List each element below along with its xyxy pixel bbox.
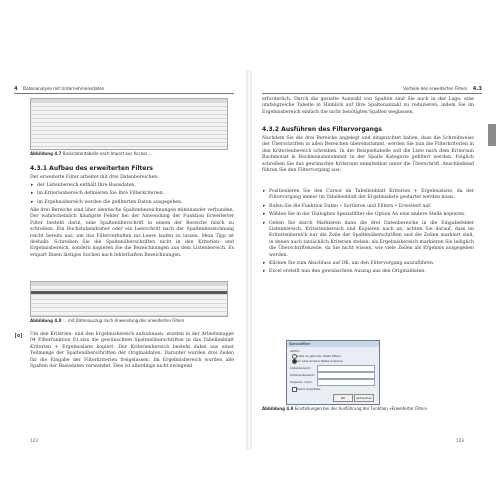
right-header-rule	[262, 93, 482, 94]
list-range-input[interactable]	[317, 365, 375, 372]
figure-spreadsheet-top	[30, 98, 228, 150]
right-bullet-list	[262, 189, 474, 278]
cancel-button[interactable]: Abbrechen	[355, 396, 373, 400]
list-item: ▸ im Kriterienbereich definieren Sie Ihre Filterkriterien,	[31, 191, 165, 197]
radio-copy-elsewhere-label: An eine andere Stelle kopieren	[297, 358, 344, 363]
book-gutter	[246, 70, 252, 450]
dialog-title: Spezialfilter	[287, 341, 379, 347]
right-header-title: Vorteile des erweiterten Filters	[403, 86, 468, 91]
radio-filter-in-place-label: Liste an gleicher Stelle filtern	[297, 353, 341, 358]
copy-to-label: Kopieren nach:	[290, 380, 313, 384]
list-item: ▸ Geben Sie durch Markieren dann die drei Datenbereiche in die Eingabefelder Listenbereich, Kriterienbereich und Kopieren nach an, achten Sie darauf, dass im Kriterienbereich nur die Zeile der Spaltenüberschriften und die Zeilen markiert sind, in denen auch tatsächlich Kriterien stehen; als Ergebnisbereich markieren Sie lediglich die Überschriftenzeile, da Sie nicht wissen, wie viele Zeilen als Ergebnis ausgegeben werden.	[263, 220, 474, 258]
list-item: ▸ Positionieren Sie den Cursor im Tabellenblatt Kriterien + Ergebnisliste, da der Filtervorgang immer im Tabellenblatt der Ergebnisliste gestartet werden muss.	[263, 189, 474, 201]
left-intro: Der erweiterte Filter arbeitet mit drei Datenbereichen:	[30, 175, 159, 180]
section-heading-4-3-2: 4.3.2 Ausführen des Filtervorgangs	[262, 126, 382, 133]
list-range-label: Listenbereich:	[290, 366, 312, 370]
criteria-range-label: Kriterienbereich:	[290, 373, 316, 377]
left-paragraph: Alle drei Bereiche sind über identische Spaltenbezeichnungen miteinander verbunden. Der wahrscheinlich häufigste Fehler bei der Anwendung der Funktion Erweiterter Filter besteht darin, eine Spaltenüberschrift in einem der Bereiche falsch zu schreiben. Ein Buchstabendreher oder ein Leerschritt nach der Spaltenbezeichnung reicht bereits aus, um das Filterverhalten ins Leere laufen zu lassen. Mein Tipp ist deshalb: Schreiben Sie die Spaltenüberschriften nicht in den Kriterien- und Ergebnisbereich, sondern kopieren Sie die Bezeichnungen aus dem Listenbereich. Es erspart Ihnen lästiges Suchen nach fehlerhaften Bezeichnungen.	[30, 208, 234, 258]
left-header-rule	[14, 93, 234, 94]
figure-bottom-caption-text: … mit Datenauszug nach Anwendung des erweiterten Filters	[62, 318, 185, 323]
download-note-icon: [o]	[14, 333, 24, 339]
figure-right-caption-label: Abbildung 4.9	[262, 406, 294, 411]
list-item: ▸ Klicken Sie zum Abschluss auf OK, um den Filtervorgang auszuführen.	[263, 261, 435, 267]
right-header-number: 4.3	[472, 86, 482, 92]
criteria-range-input[interactable]	[317, 372, 375, 379]
right-page	[256, 70, 488, 450]
unique-records-label: Keine Duplikate	[297, 386, 321, 391]
spezialfilter-dialog	[286, 340, 380, 405]
left-note-paragraph: Um den Kriterien- und den Ergebnisbereich aufzubauen, wurden in der Arbeitsmappe 04_Filterfunktion_01.xlsx die gewünschten Spaltenüberschriften in das Tabellenblatt Kriterien + Ergebnisliste kopiert. Der Kriterienbereich besteht dabei aus einer Teilmenge der Spaltenüberschriften der Originaldaten. Darunter wurden drei Zeilen für die Eingabe der Filterkriterien freigelassen. Im Ergebnisbereich wurden alle Spalten der Basisdaten verwendet. Dies ist allerdings nicht zwingend	[30, 332, 234, 370]
right-paragraph: Nachdem Sie die drei Bereiche angelegt und eingerichtet haben, dass die Schreibweise der Überschriften in allen Bereichen übereinstimmt, werden Sie nun die Filterkriterien in den Kriterienbereich schreiben. In der Beispieltabelle soll die Liste nach dem Kriterium Buchmonat & Buchmonatsnummer in der Spalte Kategorie gefiltert werden. Folglich schreiben Sie das gewünschte Kriterium unmittelbar unter die Überschrift. Anschließend führen Sie den Filtervorgang aus:	[262, 136, 474, 174]
figure-bottom-caption	[30, 318, 230, 323]
list-item: ▸ der Listenbereich enthält Ihre Basisdaten,	[31, 183, 136, 188]
left-page	[8, 70, 240, 450]
right-header	[256, 86, 482, 92]
list-item: ▸ Wählen Sie in der Dialogbox Spezialfilter die Option An eine andere Stelle kopieren.	[263, 212, 466, 218]
copy-to-input[interactable]	[317, 379, 375, 386]
list-item: ▸ Rufen Sie die Funktion Daten • Sortieren und Filtern • Erweitert auf.	[263, 203, 432, 209]
ok-button[interactable]: OK	[333, 394, 353, 402]
section-heading-4-3-1: 4.3.1 Aufbau des erweiterten Filters	[30, 165, 153, 172]
left-bullet-list	[30, 183, 234, 208]
figure-right-caption-text: Einstellungen bei der Ausführung der Funktion »Erweiterter Filter«	[294, 406, 428, 411]
left-header	[14, 86, 104, 92]
figure-top-caption-text: Basisdatentabelle nach Import aus Access …	[62, 151, 153, 156]
figure-right-caption	[262, 406, 478, 411]
figure-bottom-caption-label: Abbildung 4.8	[30, 318, 62, 323]
figure-top-caption	[30, 151, 230, 156]
dialog-group-label: Aktion	[290, 349, 300, 353]
right-top-paragraph: erforderlich. Durch die gezielte Auswahl von Spalten sind Sie auch in der Lage, eine umfangreiche Tabelle in Hinblick auf Ihre Spaltenanzahl zu reduzieren, indem Sie im Ergebnisbereich einfach die nicht benötigten Spalten weglassen.	[262, 97, 474, 115]
figure-spreadsheet-bottom	[30, 281, 228, 317]
left-page-number: 122	[30, 438, 38, 443]
right-page-number: 123	[456, 438, 464, 443]
list-item: ▸ im Ergebnisbereich werden die gefilterten Daten ausgegeben.	[31, 199, 183, 205]
figure-top-caption-label: Abbildung 4.7	[30, 151, 62, 156]
left-header-number: 4	[14, 86, 18, 92]
list-item: ▸ Excel erstellt nun den gewünschten Auszug aus den Originaldaten.	[263, 269, 426, 275]
left-header-title: Datenanalyse mit Unternehmensdaten	[22, 86, 105, 91]
